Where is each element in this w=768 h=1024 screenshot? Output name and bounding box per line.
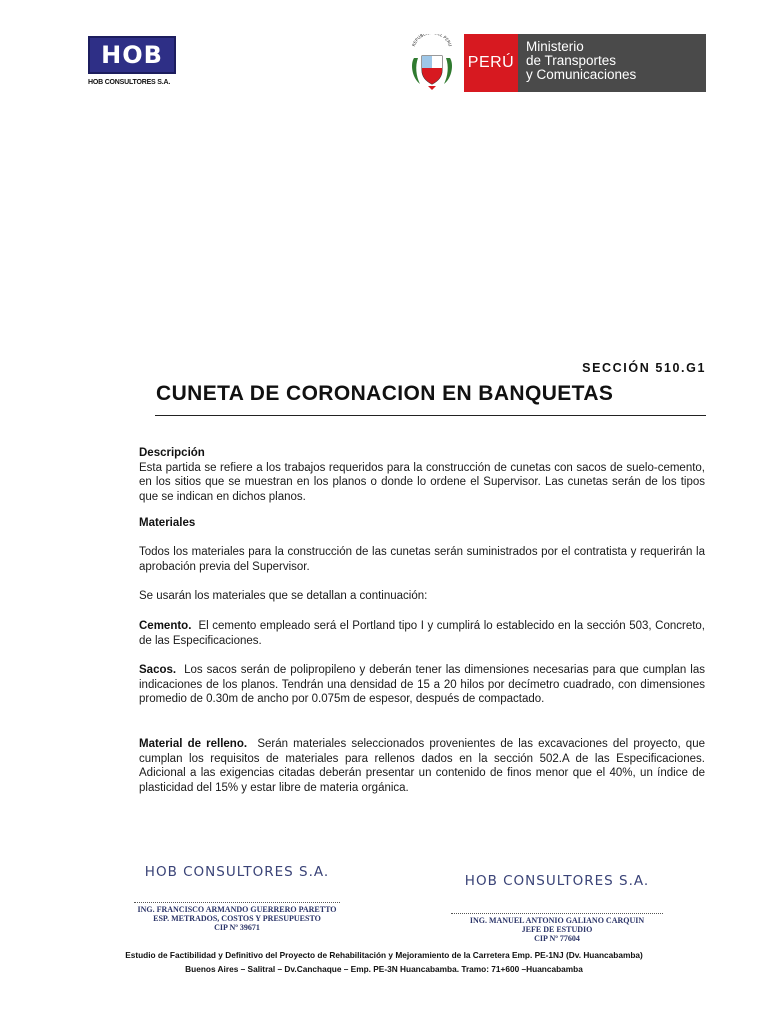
hob-logo-mark: HOB (88, 36, 176, 74)
signature-company: HOB CONSULTORES S.A. (144, 864, 330, 880)
ministry-name (518, 34, 706, 92)
svg-text:REPUBLICA DEL PERU: REPUBL L PERU (411, 34, 453, 48)
descripcion-heading: Descripción (139, 447, 205, 459)
peru-label: PERÚ (464, 34, 518, 92)
signature-name: ING. FRANCISCO ARMANDO GUERRERO PARETTO (137, 905, 337, 914)
sacos-paragraph (139, 663, 705, 707)
ministry-line: Ministerio (526, 39, 584, 54)
materiales-text: Todos los materiales para la construcción de las cunetas serán suministrados por el contratista y requerirán la aprobación previa del Supervisor. (139, 546, 705, 573)
signature-company: HOB CONSULTORES S.A. (464, 873, 650, 889)
hob-logo-caption: HOB CONSULTORES S.A. (88, 79, 171, 86)
relleno-lead: Material de relleno. (139, 738, 248, 750)
relleno-text: Serán materiales seleccionados provenientes de las excavaciones del proyecto, que cumplan los requisitos de materiales para rellenos dados en la sección 502.A de las Especificaciones. Adicional a las exigencias citadas deberán presentar un contenido de finos menor que el 40%, un índice de plasticidad del 15% y estar libre de materia orgánica. (139, 738, 705, 795)
signature-name: ING. MANUEL ANTONIO GALIANO CARQUIN (469, 916, 645, 925)
materiales-intro: Se usarán los materiales que se detallan a continuación: (139, 590, 428, 602)
descripcion-text: Esta partida se refiere a los trabajos requeridos para la construcción de cunetas con sacos de suelo-cemento, en los sitios que se muestran en los planos o donde lo ordene el Supervisor. Las cunetas serán de los tipos que se indican en dichos planos. (139, 461, 705, 504)
section-number: SECCIÓN 510.G1 (582, 361, 706, 375)
descripcion-section (139, 446, 705, 505)
footer-project-line: Estudio de Factibilidad y Definitivo del Proyecto de Rehabilitación y Mejoramiento de la Carretera Emp. PE-1NJ (Dv. Huancabamba) (125, 950, 643, 960)
cemento-lead: Cemento. (139, 620, 192, 632)
sacos-lead: Sacos. (139, 664, 177, 676)
cemento-paragraph (139, 619, 705, 648)
signature-cip: CIP Nº 77604 (534, 934, 580, 943)
ministry-line: y Comunicaciones (526, 67, 637, 82)
hob-logo (88, 36, 178, 86)
ministry-logo (406, 34, 706, 94)
signature-role: ESP. METRADOS, COSTOS Y PRESUPUESTO (153, 914, 321, 923)
signature-right (448, 873, 666, 943)
signature-cip: CIP Nº 39671 (214, 923, 260, 932)
cemento-text: El cemento empleado será el Portland tipo I y cumplirá lo establecido en la sección 503, Concreto, de las Especificaciones. (139, 620, 705, 647)
relleno-paragraph (139, 737, 705, 796)
materiales-heading: Materiales (139, 517, 196, 529)
section-title: CUNETA DE CORONACION EN BANQUETAS (156, 382, 614, 405)
signature-line (451, 913, 663, 914)
title-divider (155, 415, 706, 416)
sacos-text: Los sacos serán de polipropileno y deberán tener las dimensiones necesarias para que cumplan las indicaciones de los planos. Tendrán una densidad de 15 a 20 hilos por decímetro cuadrado, con dimensiones promedio de 0.30m de ancho por 0.075m de espesor, después de compactado. (139, 664, 706, 706)
signature-role: JEFE DE ESTUDIO (521, 925, 593, 934)
ministry-line: de Transportes (526, 53, 617, 68)
signature-left (128, 864, 346, 932)
peru-coat-of-arms-icon (406, 34, 458, 94)
signature-line (134, 902, 340, 903)
footer-route-line: Buenos Aires – Salitral – Dv.Canchaque – Emp. PE-3N Huancabamba. Tramo: 71+600 –Huancabamba (185, 964, 583, 974)
